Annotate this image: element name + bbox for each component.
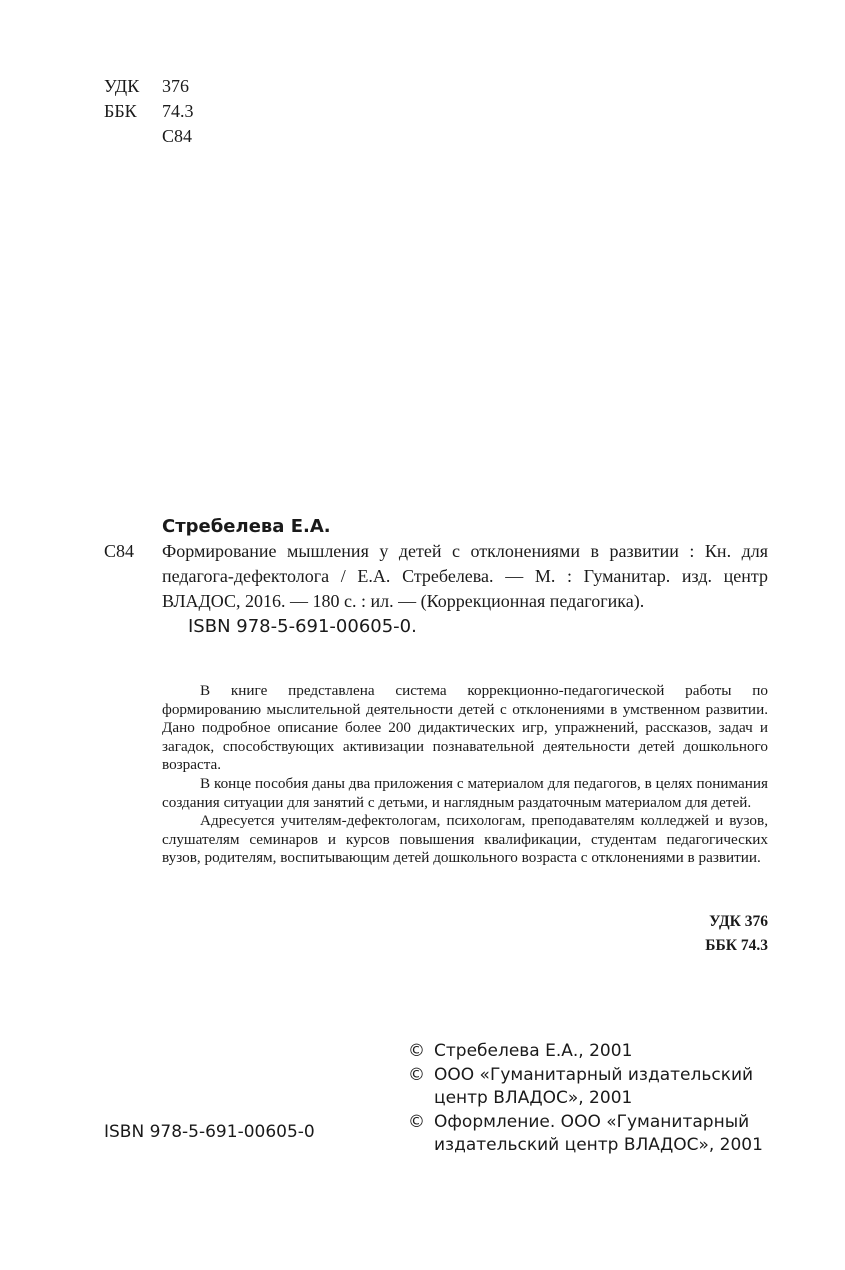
cutter-value: С84	[162, 126, 193, 146]
classification-block	[104, 74, 194, 149]
copyright-icon: ©	[408, 1064, 425, 1085]
udk-value: 376	[162, 76, 189, 96]
isbn-record: ISBN 978-5-691-00605-0.	[188, 616, 417, 637]
classification-codes	[705, 910, 768, 958]
annotation-paragraph: Адресуется учителям-дефектологам, психологам, преподавателям колледжей и вузов, слушателям семинаров и курсов повышения квалификации, студентам педагогических вузов, родителям, воспитывающим детей дошкольного возраста с отклонениями в развитии.	[162, 812, 768, 867]
copyright-icon: ©	[408, 1041, 425, 1061]
copyright-text: Оформление. ООО «Гуманитарный издательский центр ВЛАДОС», 2001	[434, 1111, 763, 1155]
copyright-block	[408, 1040, 768, 1158]
bbk-row	[104, 99, 194, 124]
copyright-item	[408, 1040, 768, 1064]
bbk-value: 74.3	[162, 101, 194, 121]
bibliographic-description	[104, 539, 768, 614]
bbk-label: ББК	[104, 101, 137, 121]
cutter-row	[104, 124, 194, 149]
annotation-paragraph: В конце пособия даны два приложения с материалом для педагогов, в целях понимания создания ситуации для занятий с детьми, и наглядным раздаточным материалом для детей.	[162, 774, 768, 811]
udk-label: УДК	[104, 76, 140, 96]
udk-row	[104, 74, 194, 99]
copyright-item	[408, 1111, 768, 1158]
bbk-code: ББК 74.3	[705, 937, 768, 954]
copyright-item	[408, 1064, 768, 1111]
author-cutter: С84	[104, 541, 135, 561]
copyright-icon: ©	[408, 1111, 425, 1132]
bibliographic-record	[104, 514, 768, 639]
copyright-text: ООО «Гуманитарный издательский центр ВЛАДОС», 2001	[434, 1064, 754, 1108]
author-name: Стребелева Е.А.	[162, 516, 331, 537]
annotation-paragraph: В книге представлена система коррекционно-педагогической работы по формированию мыслительной деятельности детей с отклонениями в умственном развитии. Дано подробное описание более 200 дидактических игр, упражнений, рассказов, задач и загадок, способствующих активизации познавательной деятельности детей дошкольного возраста.	[162, 682, 768, 774]
copyright-text: Стребелева Е.А., 2001	[434, 1041, 633, 1061]
isbn-footer: ISBN 978-5-691-00605-0	[104, 1122, 315, 1142]
description-text: Формирование мышления у детей с отклонениями в развитии : Кн. для педагога-дефектолога / Е.А. Стребелева. — М. : Гуманитар. изд. центр ВЛАДОС, 2016. — 180 с. : ил. — (Коррекционная педагогика).	[162, 541, 768, 611]
udk-code: УДК 376	[709, 913, 768, 930]
annotation	[162, 682, 768, 868]
